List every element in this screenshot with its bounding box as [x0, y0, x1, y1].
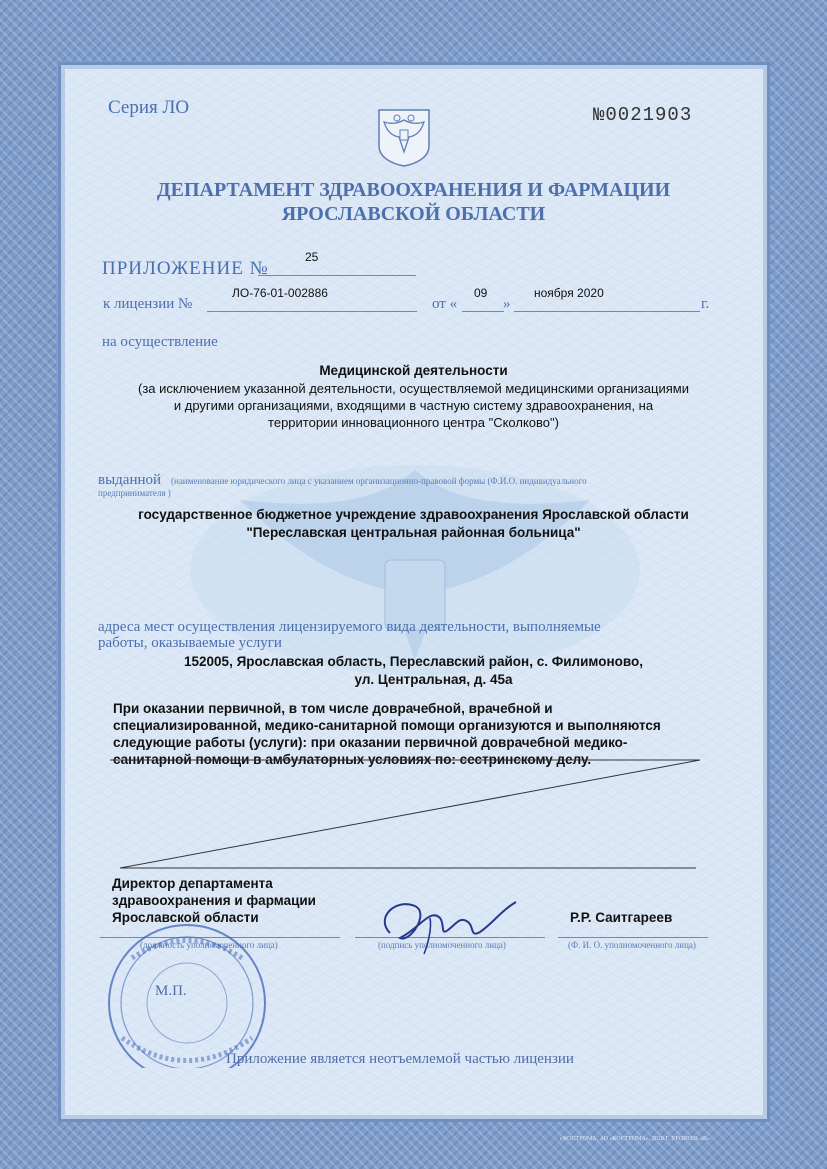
issued-org-line2: "Переславская центральная районная больница": [246, 525, 581, 540]
caption-signature: (подпись уполномоченного лица): [378, 940, 506, 950]
issued-note-line1: (наименование юридического лица с указанием организационно-правовой формы (Ф.И.О. индивидуального: [171, 476, 587, 486]
series-label: Серия ЛО: [108, 97, 190, 118]
activity-description-line3: территории инновационного центра "Сколково"): [268, 415, 559, 430]
name-underline: [558, 937, 708, 938]
footer-note: Приложение является неотъемлемой частью лицензии: [226, 1051, 574, 1067]
activity-title: Медицинской деятельности: [319, 363, 508, 378]
license-month-year: ноября 2020: [534, 286, 604, 300]
issued-note-line2: предпринимателя ): [98, 488, 171, 498]
license-month-underline: [514, 311, 700, 312]
caption-position: (должность уполномоченного лица): [140, 940, 278, 950]
license-day-underline: [462, 311, 504, 312]
signer-position-line3: Ярославской области: [112, 910, 259, 925]
license-day: 09: [474, 286, 488, 300]
appendix-underline: [258, 275, 416, 276]
issued-org-line1: государственное бюджетное учреждение здравоохранения Ярославской области: [138, 507, 689, 522]
license-day-close: »: [503, 296, 511, 312]
signer-position-line2: здравоохранения и фармации: [112, 893, 316, 908]
printer-imprint: г.КОСТРОМА, АО «КОСТРОМА», 2020 Г. УРОВЕНЬ «В»: [560, 1136, 711, 1142]
activity-label: на осуществление: [102, 334, 218, 350]
activity-description-line1: (за исключением указанной деятельности, осуществляемой медицинскими организациями: [138, 381, 689, 396]
license-underline: [207, 311, 417, 312]
document-number: №0021903: [593, 104, 693, 126]
license-number: ЛО-76-01-002886: [232, 286, 328, 300]
services-line2: специализированной, медико-санитарной помощи организуются и выполняются: [113, 718, 661, 733]
appendix-label: ПРИЛОЖЕНИЕ №: [102, 258, 269, 279]
coat-of-arms-icon: [375, 106, 433, 168]
address-line2: ул. Центральная, д. 45а: [354, 672, 513, 687]
official-stamp: [92, 918, 282, 1068]
appendix-number: 25: [305, 250, 319, 264]
handwritten-signature: [370, 888, 520, 958]
license-year-suffix: г.: [701, 296, 710, 312]
signer-name: Р.Р. Саитгареев: [570, 910, 673, 925]
services-line4: санитарной помощи в амбулаторных условиях по: сестринскому делу.: [113, 752, 592, 767]
department-title-line2: ЯРОСЛАВСКОЙ ОБЛАСТИ: [281, 203, 546, 225]
address-label-line1: адреса мест осуществления лицензируемого вида деятельности, выполняемые: [98, 619, 601, 635]
license-from-label: от «: [432, 296, 458, 312]
caption-name: (Ф. И. О. уполномоченного лица): [568, 940, 696, 950]
issued-label: выданной: [98, 472, 162, 488]
cancellation-z-line: [100, 755, 710, 875]
department-title-line1: ДЕПАРТАМЕНТ ЗДРАВООХРАНЕНИЯ И ФАРМАЦИИ: [156, 179, 671, 201]
signer-position-line1: Директор департамента: [112, 876, 273, 891]
services-line3: следующие работы (услуги): при оказании первичной доврачебной медико-: [113, 735, 628, 750]
services-line1: При оказании первичной, в том числе доврачебной, врачебной и: [113, 701, 553, 716]
stamp-place-label: М.П.: [155, 983, 187, 999]
address-label-line2: работы, оказываемые услуги: [98, 635, 282, 651]
address-line1: 152005, Ярославская область, Переславский район, с. Филимоново,: [184, 654, 643, 669]
activity-description-line2: и другими организациями, входящими в частную систему здравоохранения, на: [173, 398, 654, 413]
license-label: к лицензии №: [103, 296, 193, 312]
